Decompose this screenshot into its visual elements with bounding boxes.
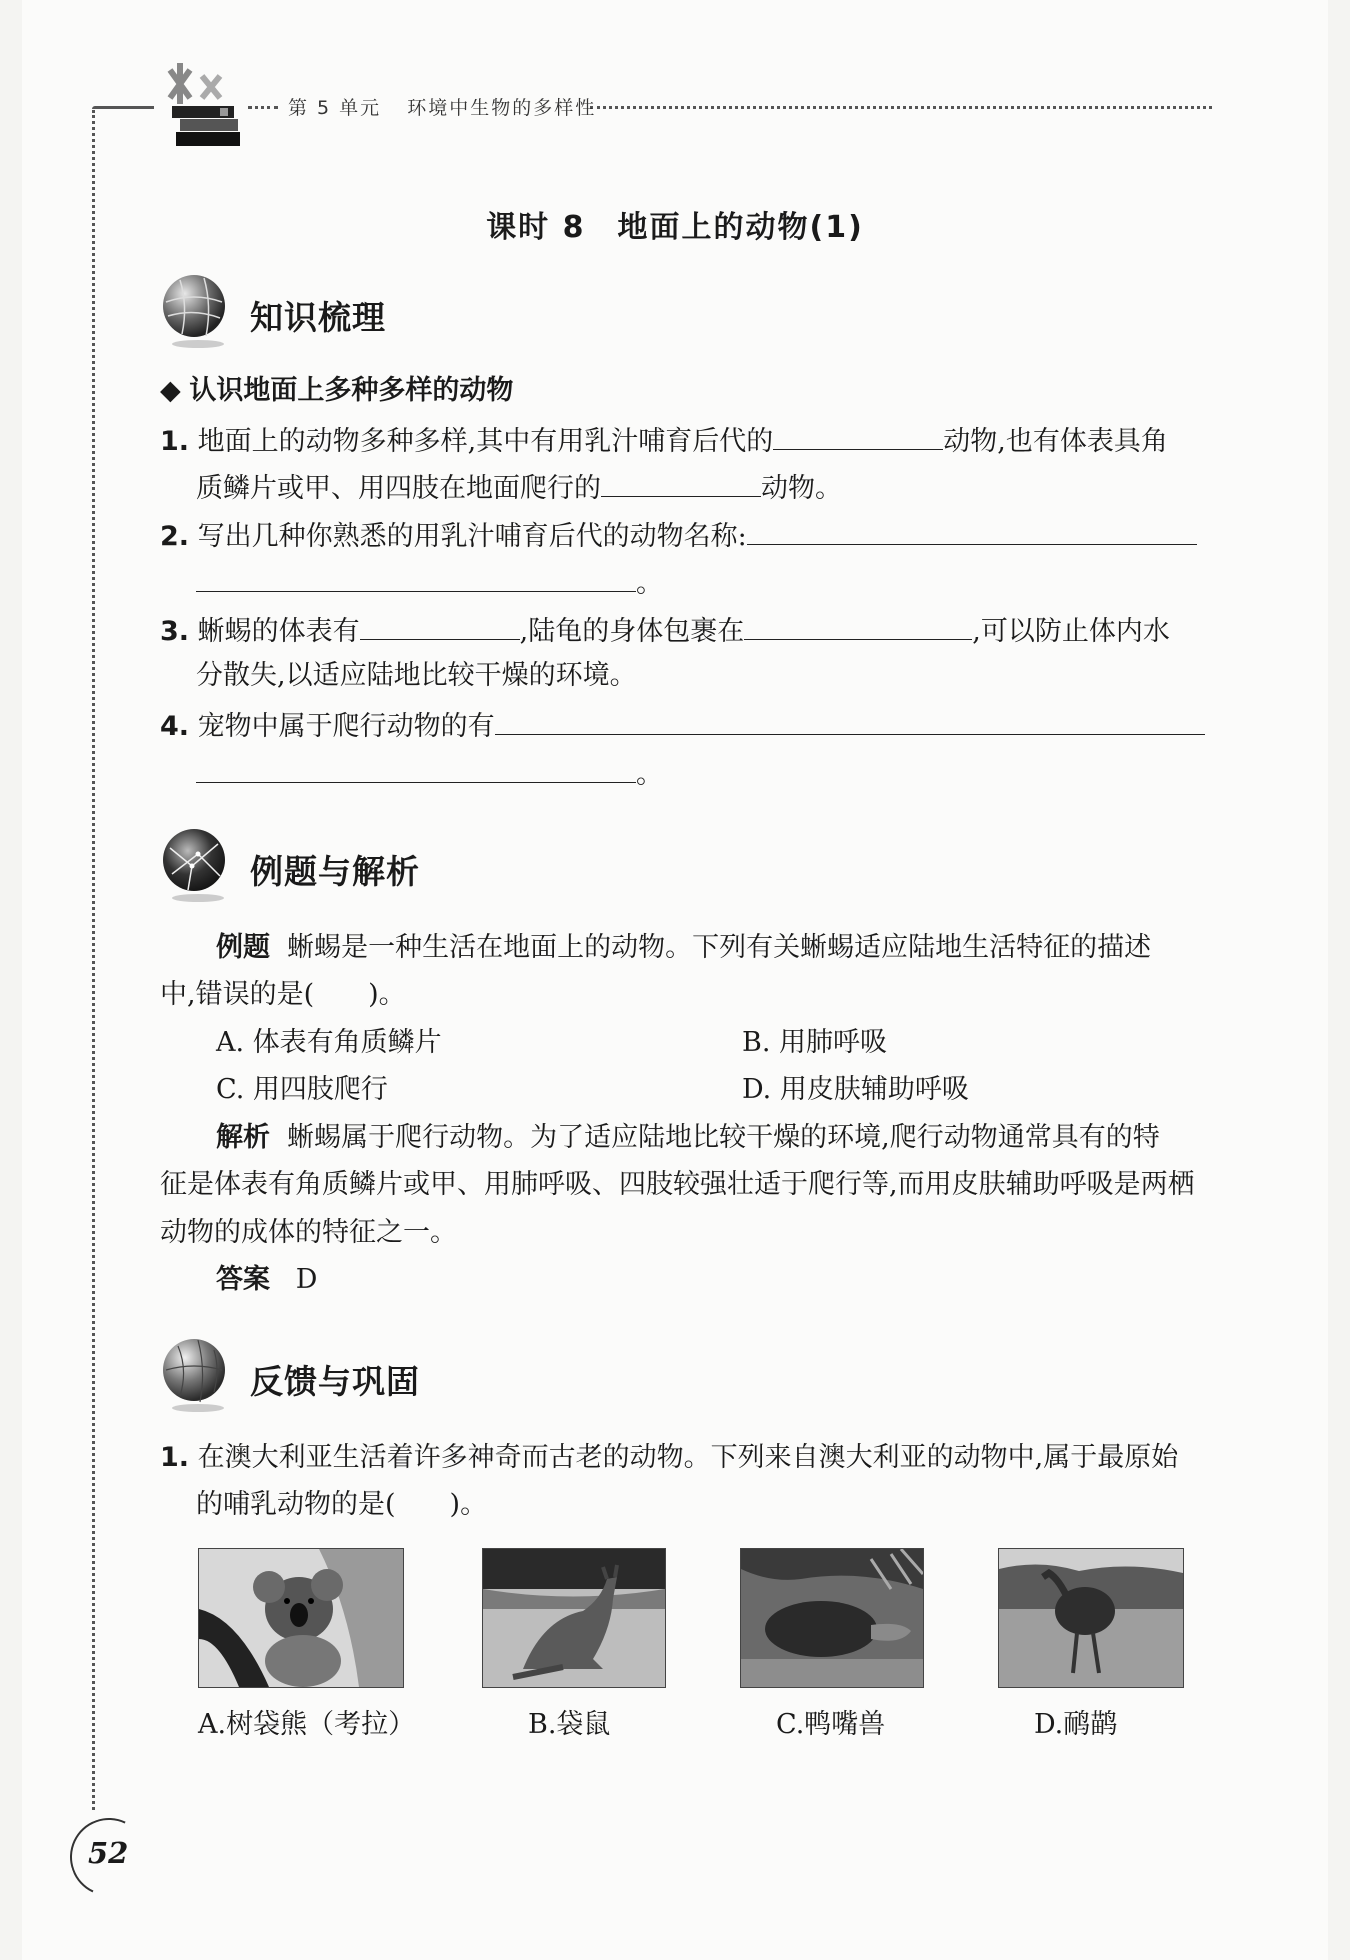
answer-label: 答案	[216, 1264, 270, 1295]
kangaroo-photo	[482, 1548, 666, 1688]
question-number: 3.	[160, 616, 190, 647]
question-text: 分散失,以适应陆地比较干燥的环境。	[196, 660, 637, 691]
question-1-line-2	[196, 468, 842, 507]
answer-blank[interactable]	[495, 706, 1205, 735]
option-d: D. 用皮肤辅助呼吸	[742, 1074, 969, 1105]
caption-a: A.树袋熊（考拉）	[198, 1709, 416, 1740]
topic-heading	[160, 373, 513, 409]
option-c: C. 用四肢爬行	[216, 1074, 388, 1105]
question-1-line-1	[160, 421, 1168, 460]
question-text: 动物,也有体表具角	[943, 426, 1168, 457]
section-title: 例题与解析	[250, 852, 420, 891]
question-3-line-1	[160, 611, 1170, 650]
caption-b: B.袋鼠	[528, 1709, 611, 1740]
dotted-border-top	[92, 106, 154, 109]
globe-icon	[158, 826, 236, 904]
question-2-line-1	[160, 516, 1197, 555]
question-4-line-1	[160, 706, 1205, 745]
question-number: 1.	[160, 426, 190, 457]
question-3-line-2	[196, 658, 637, 694]
analysis-line-1	[216, 1120, 1160, 1156]
example-line-1	[216, 930, 1151, 966]
question-text: 在澳大利亚生活着许多神奇而古老的动物。下列来自澳大利亚的动物中,属于最原始	[197, 1442, 1179, 1473]
option-b: B. 用肺呼吸	[742, 1027, 888, 1058]
answer-blank[interactable]	[773, 421, 943, 450]
question-number: 4.	[160, 711, 190, 742]
diamond-bullet-icon: ◆	[160, 375, 181, 406]
section-title: 知识梳理	[250, 298, 386, 337]
answer-blank[interactable]	[601, 468, 761, 497]
header-dots	[248, 106, 278, 109]
example-text: 中,错误的是( )。	[160, 979, 406, 1010]
answer-blank[interactable]	[196, 754, 636, 783]
answer-blank[interactable]	[196, 563, 636, 592]
unit-title: 环境中生物的多样性	[407, 97, 597, 119]
answer-value: D	[295, 1264, 318, 1295]
answer-blank[interactable]	[360, 611, 520, 640]
question-text: 写出几种你熟悉的用乳汁哺育后代的动物名称:	[197, 521, 747, 552]
answer-blank[interactable]	[747, 516, 1197, 545]
analysis-label: 解析	[216, 1122, 270, 1153]
platypus-photo	[740, 1548, 924, 1688]
question-text: 质鳞片或甲、用四肢在地面爬行的	[196, 473, 601, 504]
globe-icon	[158, 272, 236, 350]
example-text: 蜥蜴是一种生活在地面上的动物。下列有关蜥蜴适应陆地生活特征的描述	[287, 932, 1152, 963]
books-logo-icon	[150, 58, 250, 158]
question-text: 地面上的动物多种多样,其中有用乳汁哺育后代的	[197, 426, 774, 457]
question-text: ,陆龟的身体包裹在	[519, 616, 745, 647]
question-text: 宠物中属于爬行动物的有	[197, 711, 495, 742]
section-title: 反馈与巩固	[250, 1362, 420, 1401]
question-text: ,可以防止体内水	[972, 616, 1170, 647]
period: 。	[636, 568, 663, 599]
period: 。	[636, 759, 663, 790]
question-4-line-2	[196, 754, 663, 793]
question-2-line-2	[196, 563, 663, 602]
emu-photo	[998, 1548, 1184, 1688]
caption-c: C.鸭嘴兽	[776, 1709, 886, 1740]
topic-text: 认识地面上多种多样的动物	[189, 375, 514, 406]
analysis-line-3: 动物的成体的特征之一。	[160, 1217, 457, 1248]
answer-line	[216, 1262, 317, 1298]
unit-header	[288, 93, 614, 120]
analysis-text: 蜥蜴属于爬行动物。为了适应陆地比较干燥的环境,爬行动物通常具有的特	[287, 1122, 1160, 1153]
feedback-question-1-line-2: 的哺乳动物的是( )。	[196, 1489, 488, 1520]
lesson-title: 课时 8 地面上的动物(1)	[486, 210, 864, 245]
page-number: 52	[88, 1836, 129, 1870]
dotted-border-left	[92, 110, 95, 1810]
question-text: 蜥蜴的体表有	[197, 616, 360, 647]
question-number: 2.	[160, 521, 190, 552]
analysis-line-2: 征是体表有角质鳞片或甲、用肺呼吸、四肢较强壮适于爬行等,而用皮肤辅助呼吸是两栖	[160, 1169, 1195, 1200]
question-text: 动物。	[761, 473, 842, 504]
caption-d: D.鸸鹋	[1034, 1709, 1118, 1740]
page-number-badge	[70, 1818, 150, 1898]
feedback-question-1-line-1	[160, 1440, 1178, 1476]
answer-blank[interactable]	[744, 611, 972, 640]
unit-number: 第 5 单元	[288, 97, 382, 119]
header-rule	[590, 106, 1212, 109]
example-line-2	[160, 977, 406, 1013]
option-a: A. 体表有角质鳞片	[216, 1027, 442, 1058]
example-label: 例题	[216, 932, 270, 963]
question-number: 1.	[160, 1442, 190, 1473]
koala-photo	[198, 1548, 404, 1688]
globe-icon	[158, 1336, 236, 1414]
